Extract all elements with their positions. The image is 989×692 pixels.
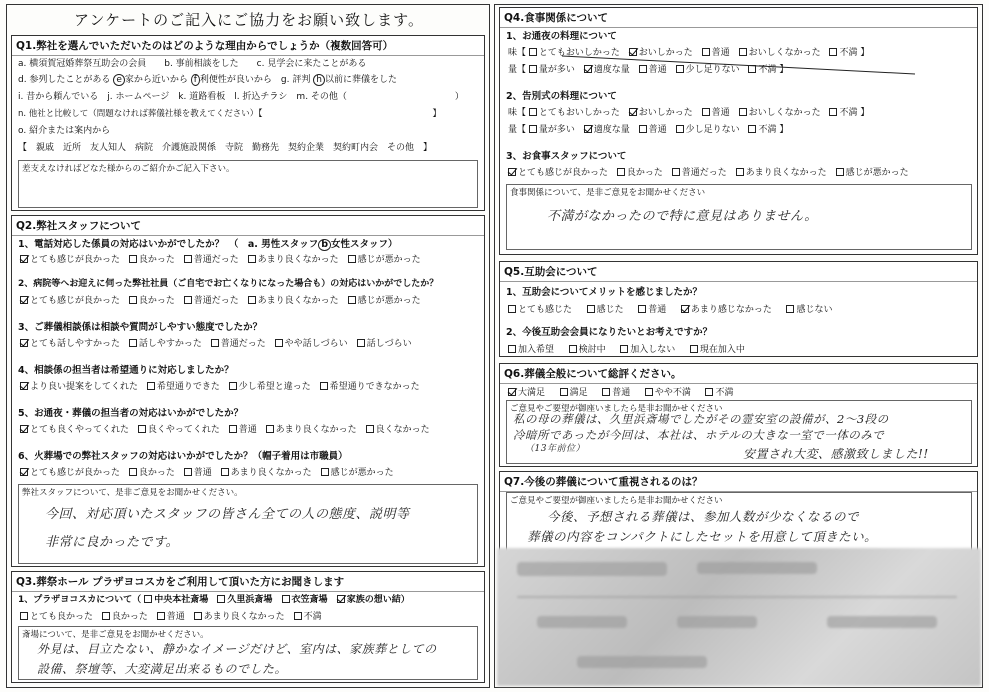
checkbox[interactable] (836, 168, 844, 176)
q4-s1-question: 1、お通夜の料理について (506, 31, 617, 42)
q3-s1-options: とても良かった 良かった 普通 あまり良くなかった 不満 (20, 609, 322, 622)
checkbox[interactable] (248, 296, 256, 304)
checkbox[interactable] (702, 108, 710, 116)
checkbox[interactable] (786, 305, 794, 313)
q5-s2-question: 2、今後互助会会員になりたいとお考えですか？ (506, 327, 713, 338)
q7-handwriting-line-1: 今後、予想される葬儀は、参加人数が少なくなるので (547, 509, 860, 524)
q4-comment-box[interactable] (506, 184, 972, 250)
checkbox[interactable] (529, 125, 537, 133)
checkbox-checked[interactable] (20, 255, 28, 263)
q6-handwriting-line-2: 冷暗所であったが今回は、本社は、ホテルの大きな一室で一体のみで (513, 428, 885, 442)
q2-s4-options: より良い提案をしてくれた 希望通りできた 少し希望と違った 希望通りできなかった (20, 379, 420, 392)
q4-s2-quantity: 量【 量が多い 適度な量 普通 少し足りない 不満 】 (508, 125, 789, 135)
redacted-block (517, 562, 667, 576)
q1-row-3: i. 昔から頼んでいる j. ホームページ k. 道路看板 l. 折込チラシ m. その他（ ） (18, 92, 464, 102)
q1-row-6: 【 親戚 近所 友人知人 病院 介護施設関係 寺院 勤務先 契約企業 契約町内会 その他 】 (18, 143, 433, 153)
q2-s5-question: 5、お通夜・葬儀の担当者の対応はいかがでしたか？ (18, 408, 244, 419)
q1-row-2: d. 参列したことがある e 家から近いから f 利便性が良いから g. 評判 h 以前に葬儀をした (18, 75, 397, 85)
q4-s1-quantity: 量【 量が多い 適度な量 普通 少し足りない 不満 】 (508, 65, 789, 75)
checkbox[interactable] (645, 388, 653, 396)
q1-row-5: o. 紹介または案内から (18, 126, 111, 136)
q5-section (499, 261, 978, 357)
redacted-block (577, 656, 707, 668)
q2-s6-question: 6、火葬場での弊社スタッフの対応はいかがでしたか？（帽子着用は市職員） (18, 451, 348, 462)
checkbox-checked[interactable] (20, 339, 28, 347)
q4-comment-label: 食事関係について、是非ご意見をお聞かせください (510, 188, 706, 198)
checkbox[interactable] (194, 612, 202, 620)
checkbox[interactable] (508, 305, 516, 313)
redacted-block (697, 562, 817, 574)
q5-heading: Q5.互助会について (500, 262, 977, 282)
checkbox[interactable] (587, 305, 595, 313)
checkbox-checked[interactable] (20, 382, 28, 390)
checkbox-checked[interactable] (681, 305, 689, 313)
checkbox[interactable] (275, 339, 283, 347)
q5-s1-question: 1、互助会についてメリットを感じましたか？ (506, 287, 703, 298)
q1-option-h-circled[interactable]: h (313, 74, 325, 86)
q7-section (499, 471, 978, 555)
q1-option-e-circled[interactable]: e (113, 74, 125, 86)
checkbox[interactable] (320, 382, 328, 390)
checkbox[interactable] (639, 125, 647, 133)
q2-s1-options: とても感じが良かった 良かった 普通だった あまり良くなかった 感じが悪かった (20, 252, 421, 265)
checkbox[interactable] (829, 108, 837, 116)
checkbox[interactable] (144, 595, 152, 603)
checkbox[interactable] (508, 345, 516, 353)
q2-s2-options: とても感じが良かった 良かった 普通だった あまり良くなかった 感じが悪かった (20, 293, 421, 306)
q2-comment-box[interactable] (18, 484, 478, 564)
checkbox[interactable] (348, 255, 356, 263)
checkbox[interactable] (229, 382, 237, 390)
left-column (6, 4, 490, 688)
checkbox[interactable] (184, 468, 192, 476)
q2-s1-option-b-circled[interactable]: b (318, 239, 331, 251)
redacted-block (537, 616, 627, 628)
q2-s5-options: とても良くやってくれた 良くやってくれた 普通 あまり良くなかった 良くなかった (20, 422, 430, 435)
checkbox[interactable] (229, 425, 237, 433)
checkbox-checked[interactable] (629, 108, 637, 116)
q2-section (11, 215, 485, 567)
q1-comment-box[interactable] (18, 160, 478, 208)
checkbox[interactable] (602, 388, 610, 396)
q6-section (499, 363, 978, 467)
q4-s1-strikethrough-mark (560, 44, 920, 76)
checkbox[interactable] (20, 612, 28, 620)
checkbox[interactable] (672, 168, 680, 176)
checkbox[interactable] (138, 425, 146, 433)
page-title: アンケートのご記入にご協力をお願い致します。 (74, 11, 424, 29)
q2-handwriting-line-2: 非常に良かったです。 (45, 535, 179, 550)
q3-handwriting-line-2: 設備、祭壇等、大変満足出来るものでした。 (37, 662, 288, 676)
checkbox[interactable] (129, 255, 137, 263)
checkbox[interactable] (748, 125, 756, 133)
checkbox[interactable] (321, 468, 329, 476)
checkbox[interactable] (147, 382, 155, 390)
checkbox[interactable] (617, 168, 625, 176)
checkbox[interactable] (129, 339, 137, 347)
q7-handwriting-line-2: 葬儀の内容をコンパクトにしたセットを用意して頂きたい。 (527, 529, 878, 544)
checkbox[interactable] (282, 595, 290, 603)
q4-s3-options: とても感じが良かった 良かった 普通だった あまり良くなかった 感じが悪かった (508, 165, 909, 178)
checkbox[interactable] (736, 168, 744, 176)
checkbox[interactable] (221, 468, 229, 476)
redacted-blurred-area (497, 548, 981, 686)
checkbox[interactable] (129, 468, 137, 476)
q3-handwriting-line-1: 外見は、目立たない、静かなイメージだけど、室内は、家族葬としての (37, 642, 437, 656)
q2-s3-question: 3、ご葬儀相談係は相談や質問がしやすい態度でしたか？ (18, 322, 263, 333)
checkbox[interactable] (529, 65, 537, 73)
checkbox-checked[interactable] (584, 125, 592, 133)
checkbox[interactable] (620, 345, 628, 353)
checkbox[interactable] (102, 612, 110, 620)
q1-option-f-circled[interactable]: f (191, 74, 200, 86)
checkbox[interactable] (529, 108, 537, 116)
q4-s3-question: 3、お食事スタッフについて (506, 151, 627, 162)
checkbox[interactable] (638, 305, 646, 313)
q6-comment-label: ご意見やご要望が御座いましたら是非お聞かせください (510, 404, 723, 414)
checkbox[interactable] (157, 612, 165, 620)
q1-comment-label: 差支えなければどなた様からのご紹介かご記入下さい。 (22, 164, 235, 174)
checkbox[interactable] (248, 255, 256, 263)
checkbox[interactable] (529, 48, 537, 56)
checkbox[interactable] (184, 255, 192, 263)
checkbox[interactable] (266, 425, 274, 433)
q4-section (499, 7, 978, 255)
redacted-block (517, 596, 957, 598)
checkbox[interactable] (211, 339, 219, 347)
checkbox-checked[interactable] (337, 595, 345, 603)
q1-heading: Q1.弊社を選んでいただいたのはどのような理由からでしょうか（複数回答可） (12, 36, 484, 56)
q3-comment-box[interactable] (18, 626, 478, 680)
q5-s2-options: 加入希望 検討中 加入しない 現在加入中 (508, 342, 745, 355)
checkbox[interactable] (690, 345, 698, 353)
q7-comment-box[interactable] (506, 492, 972, 552)
checkbox[interactable] (294, 612, 302, 620)
q3-section (11, 571, 485, 683)
q2-handwriting-line-1: 今回、対応頂いたスタッフの皆さん全ての人の態度、説明等 (45, 507, 410, 522)
checkbox[interactable] (357, 339, 365, 347)
q4-heading: Q4.食事関係について (500, 8, 977, 28)
q4-s2-taste: 味【 とてもおいしかった おいしかった 普通 おいしくなかった 不満 】 (508, 108, 870, 118)
q1-row-1: a. 横須賀冠婚葬祭互助会の会員 b. 事前相談をした c. 見学会に来たことがある (18, 59, 367, 69)
checkbox[interactable] (676, 125, 684, 133)
checkbox[interactable] (184, 296, 192, 304)
q3-comment-label: 斎場について、是非ご意見をお聞かせください。 (22, 630, 209, 640)
q7-comment-label: ご意見やご要望が御座いましたら是非お聞かせください (510, 496, 723, 506)
q2-s6-options: とても感じが良かった 良かった 普通 あまり良くなかった 感じが悪かった (20, 465, 394, 478)
checkbox[interactable] (560, 388, 568, 396)
q4-handwriting-line-1: 不満がなかったので特に意見はありません。 (547, 209, 818, 224)
q7-heading: Q7.今後の葬儀について重視されるのは？ (500, 472, 977, 492)
checkbox[interactable] (366, 425, 374, 433)
q2-s4-question: 4、相談係の担当者は希望通りに対応しましたか？ (18, 365, 234, 376)
q2-s3-options: とても話しやすかった 話しやすかった 普通だった やや話しづらい 話しづらい (20, 336, 412, 349)
checkbox[interactable] (569, 345, 577, 353)
redacted-block (827, 616, 937, 628)
q6-handwriting-line-1: 私の母の葬儀は、久里浜斎場でしたがその霊安室の設備が、2～3段の (513, 412, 889, 426)
q6-heading: Q6.葬儀全般について総評ください。 (500, 364, 977, 384)
checkbox[interactable] (739, 108, 747, 116)
checkbox-checked[interactable] (508, 388, 516, 396)
checkbox-checked[interactable] (508, 168, 516, 176)
q6-handwriting-note: （13年前位） (525, 444, 585, 454)
q6-options: 大満足 満足 普通 やや不満 不満 (508, 385, 733, 398)
checkbox[interactable] (705, 388, 713, 396)
checkbox-checked[interactable] (20, 468, 28, 476)
q2-heading: Q2.弊社スタッフについて (12, 216, 484, 236)
redacted-block (677, 616, 757, 628)
q2-s1-question: 1、電話対応した係員の対応はいかがでしたか？ （ a. 男性スタッフ b 女性スタッフ） (18, 239, 398, 250)
q6-handwriting-line-3: 安置され大変、感激致しました!! (743, 447, 929, 461)
q3-heading: Q3.葬祭ホール プラザヨコスカをご利用して頂いた方にお聞きします (12, 572, 484, 592)
q2-comment-label: 弊社スタッフについて、是非ご意見をお聞かせください。 (22, 488, 243, 498)
q5-s1-options: とても感じた 感じた 普通 あまり感じなかった 感じない (508, 302, 832, 315)
checkbox[interactable] (129, 296, 137, 304)
checkbox[interactable] (217, 595, 225, 603)
q1-row-4: n. 他社と比較して（問題なければ葬儀社様を教えてください）【 】 (18, 109, 442, 119)
q4-s1-taste: 味【 とてもおいしかった おいしかった 普通 おいしくなかった 不満 】 (508, 48, 870, 58)
q2-s2-question: 2、病院等へお迎えに伺った弊社社員（ご自宅でお亡くなりになった場合も）の対応はいかがでしたか？ (18, 279, 439, 289)
q4-s2-question: 2、告別式の料理について (506, 91, 617, 102)
checkbox-checked[interactable] (20, 296, 28, 304)
q1-section (11, 35, 485, 211)
checkbox-checked[interactable] (20, 425, 28, 433)
checkbox[interactable] (348, 296, 356, 304)
q3-s1-question: 1、プラザヨコスカについて（ 中央本社斎場 久里浜斎場 衣笠斎場 家族の想い結） (18, 595, 410, 605)
q6-comment-box[interactable] (506, 400, 972, 464)
